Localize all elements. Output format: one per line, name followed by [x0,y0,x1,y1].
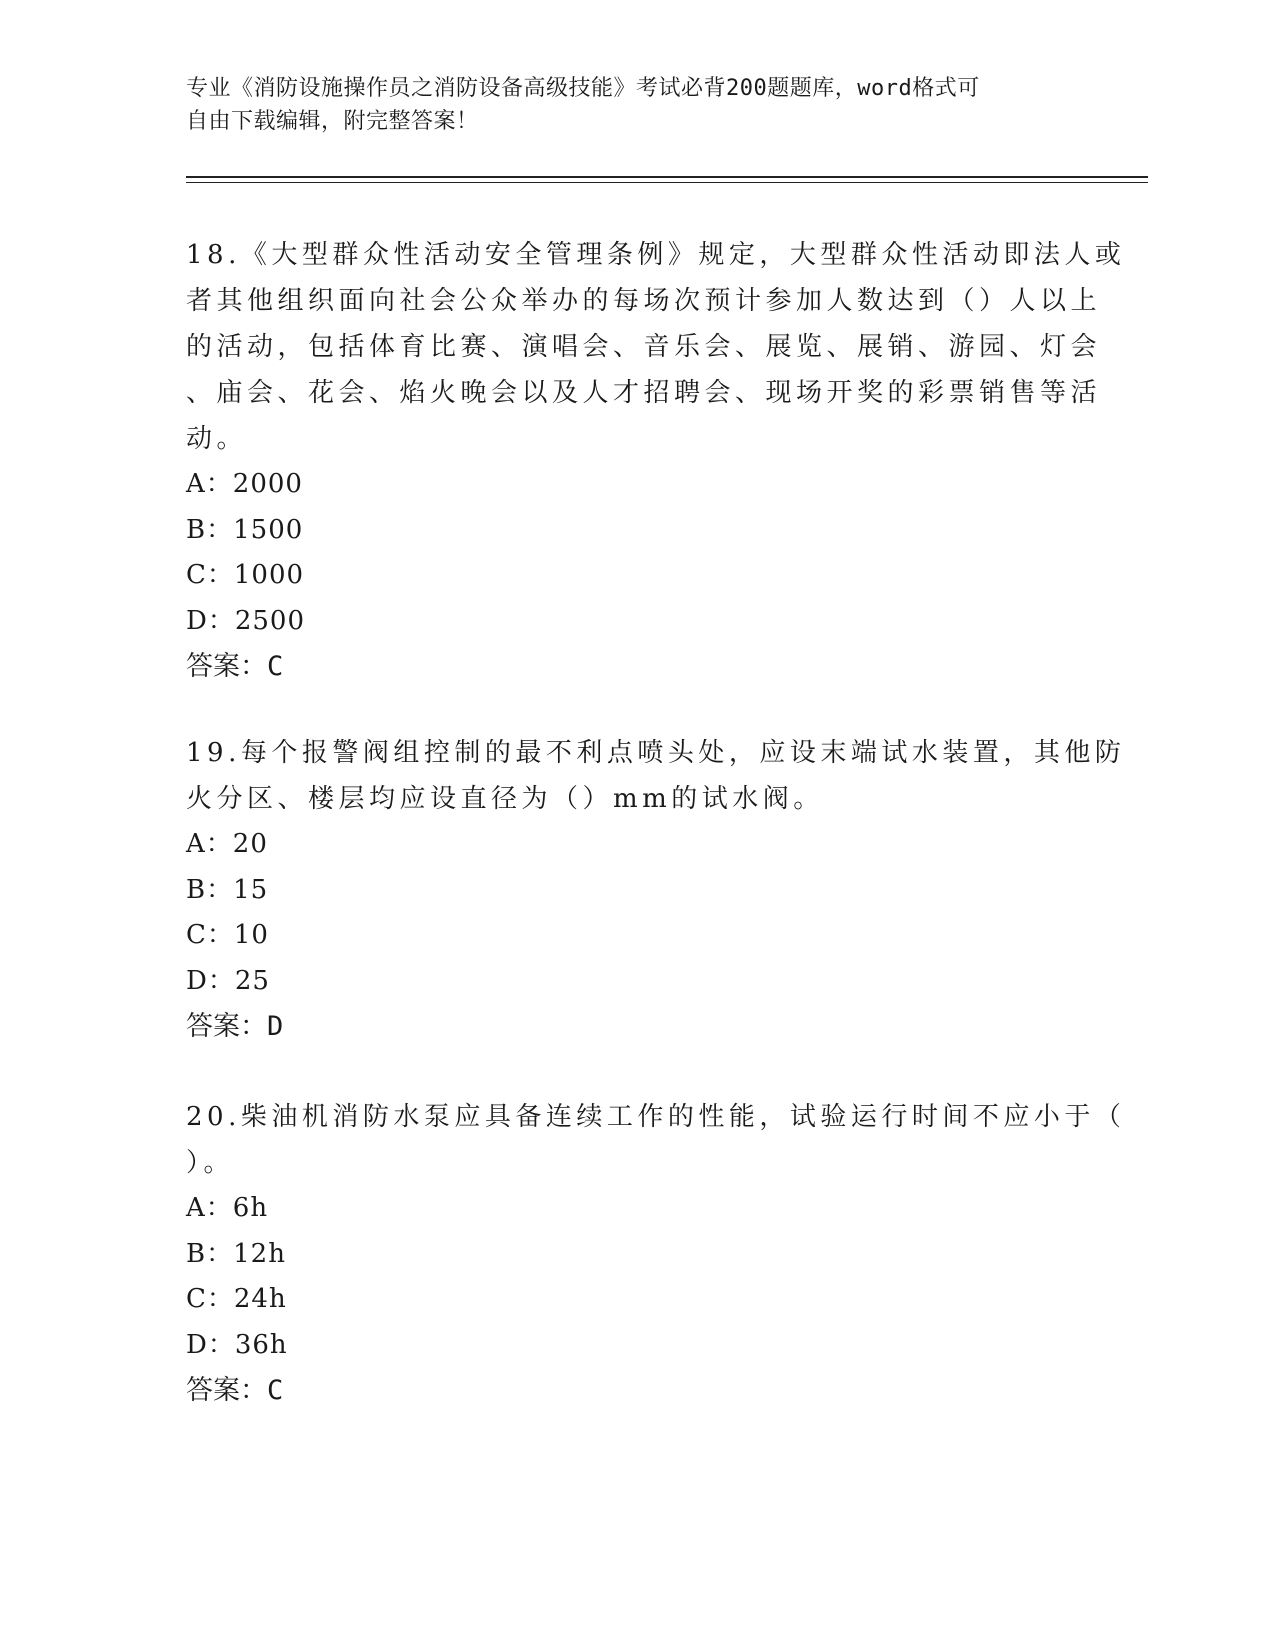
question-20 [186,1094,1126,1414]
question-18 [186,232,1126,690]
header-divider-thin [186,182,1148,183]
option-d: D：2500 [186,605,306,636]
option-d: D：25 [186,965,270,996]
question-text-line: 、庙会、花会、焰火晚会以及人才招聘会、现场开奖的彩票销售等活 [186,378,1102,408]
option-b: B：1500 [186,514,304,545]
option-d: D：36h [186,1329,288,1360]
header-line-1: 专业《消防设施操作员之消防设备高级技能》考试必背200题题库，word格式可 [186,76,980,101]
option-a: A：2000 [186,469,303,499]
answer-line: 答案：C [186,1375,284,1406]
option-c: C：10 [186,920,269,950]
question-text-line: 火分区、楼层均应设直径为（）mm的试水阀。 [186,784,824,814]
question-19 [186,730,1126,1050]
option-a: A：6h [186,1193,269,1223]
question-text-line: ）。 [186,1148,235,1178]
option-c: C：1000 [186,560,305,590]
header-divider-thick [186,176,1148,178]
option-b: B：12h [186,1238,286,1269]
header-line-2: 自由下载编辑，附完整答案！ [186,109,479,134]
question-text-line: 者其他组织面向社会公众举办的每场次预计参加人数达到（）人以上 [186,286,1102,316]
document-header [186,72,1066,138]
answer-line: 答案：C [186,651,284,682]
question-text-line: 19.每个报警阀组控制的最不利点喷头处，应设末端试水装置，其他防 [186,738,1126,768]
question-text-line: 的活动，包括体育比赛、演唱会、音乐会、展览、展销、游园、灯会 [186,332,1102,362]
option-c: C：24h [186,1284,287,1314]
option-b: B：15 [186,874,269,905]
answer-line: 答案：D [186,1011,284,1042]
question-text-line: 18.《大型群众性活动安全管理条例》规定，大型群众性活动即法人或 [186,240,1126,270]
question-text-line: 动。 [186,424,248,454]
question-text-line: 20.柴油机消防水泵应具备连续工作的性能，试验运行时间不应小于（ [186,1102,1126,1132]
option-a: A：20 [186,829,268,859]
